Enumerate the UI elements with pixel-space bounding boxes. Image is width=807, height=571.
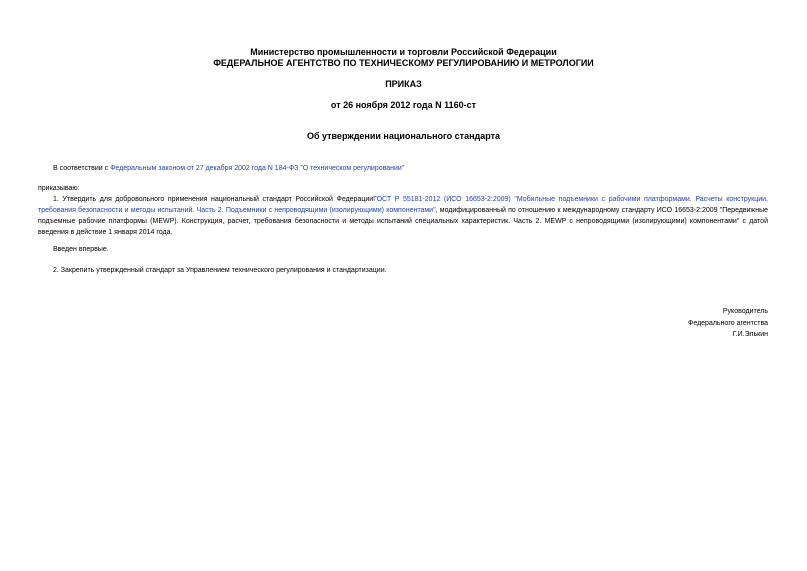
item-2: 2. Закрепить утвержденный стандарт за Управлением технического регулирования и стандартизации. — [53, 267, 387, 274]
order-date-number: от 26 ноября 2012 года N 1160-ст — [330, 100, 477, 110]
signature-title: Руководитель — [722, 308, 768, 315]
item-1-rest: , модифицированный по отношению к международному стандарту ИСО 16653-2:2009 "Передвижные подъемные рабочие платформы (MEWP). Конструкция, расчет, требования безопасности и методы испытаний специальных характеристик. Часть 2. MEWP с непроводящими (изолирующими) компонентами" с датой введения в действие 1 января 2014 года. — [38, 207, 768, 236]
item-1-lead: 1. Утвердить для добровольного применения национальный стандарт Российской Федерации — [53, 196, 374, 203]
standard-link[interactable]: ГОСТ Р 55181-2012 (ИСО 16653-2:2009) "Мобильные подъемники с рабочими платформами. Расчеты конструкции, требования безопасности и методы испытаний. Часть 2. Подъемники с непроводящими (изолирующими) компонентами" — [38, 196, 768, 214]
document-type: ПРИКАЗ — [385, 79, 422, 89]
preamble — [53, 163, 404, 174]
signature-agency: Федерального агентства — [688, 320, 768, 327]
introduced-note: Введен впервые. — [53, 246, 109, 253]
federal-law-link[interactable]: Федеральным законом от 27 декабря 2002 года N 184-ФЗ "О техническом регулировании" — [110, 165, 405, 172]
item-1 — [38, 194, 768, 238]
agency-heading: ФЕДЕРАЛЬНОЕ АГЕНТСТВО ПО ТЕХНИЧЕСКОМУ РЕГУЛИРОВАНИЮ И МЕТРОЛОГИИ — [213, 58, 594, 68]
signature-name: Г.И.Элькин — [732, 331, 768, 338]
ministry-heading: Министерство промышленности и торговли Российской Федерации — [250, 47, 557, 57]
order-word: приказываю: — [38, 185, 80, 192]
preamble-prefix: В соответствии с — [53, 165, 111, 172]
order-subject: Об утверждении национального стандарта — [306, 131, 501, 141]
